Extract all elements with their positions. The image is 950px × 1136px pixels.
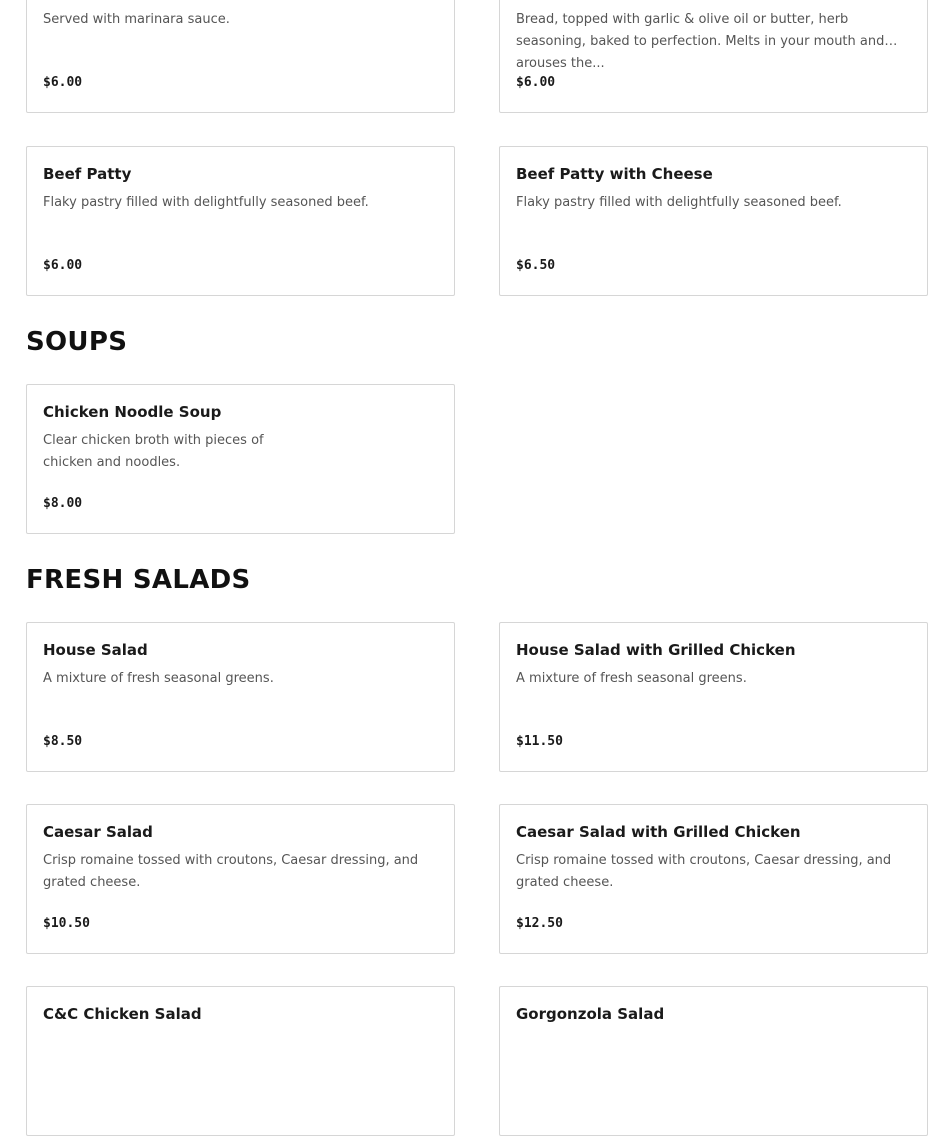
menu-item-name: Caesar Salad [43, 823, 153, 841]
menu-item-name: House Salad [43, 641, 148, 659]
menu-item-description: A mixture of fresh seasonal greens. [516, 671, 747, 686]
menu-item-name: C&C Chicken Salad [43, 1005, 202, 1023]
menu-item-price: $12.50 [516, 916, 563, 931]
menu-item-description: Crisp romaine tossed with croutons, Caesar dressing, and grated cheese. [43, 853, 419, 890]
menu-item-card[interactable] [499, 622, 928, 772]
menu-item-name: Chicken Noodle Soup [43, 403, 222, 421]
menu-item-name: Gorgonzola Salad [516, 1005, 665, 1023]
section-heading-salads: FRESH SALADS [26, 565, 251, 595]
menu-item-price: $11.50 [516, 734, 563, 749]
menu-item-description: Bread, topped with garlic & olive oil or butter, herb seasoning, baked to perfection. Melts in your mouth and arouses the... [516, 12, 885, 71]
menu-item-description: Flaky pastry filled with delightfully seasoned beef. [43, 195, 369, 210]
menu-item-card[interactable] [26, 622, 455, 772]
menu-item-price: $10.50 [43, 916, 90, 931]
menu-item-price: $6.00 [43, 75, 83, 90]
menu-item-description: Clear chicken broth with pieces of chicken and noodles. [43, 433, 264, 470]
menu-item-card[interactable] [26, 0, 455, 113]
menu-item-card[interactable] [499, 0, 928, 113]
menu-item-description: Flaky pastry filled with delightfully seasoned beef. [516, 195, 842, 210]
menu-item-price: $6.00 [516, 75, 556, 90]
menu-item-name: House Salad with Grilled Chicken [516, 641, 796, 659]
menu-item-price: $8.50 [43, 734, 83, 749]
menu-item-description: Served with marinara sauce. [43, 12, 230, 27]
menu-item-name: Beef Patty [43, 165, 132, 183]
menu-item-card[interactable] [26, 384, 455, 534]
menu-item-price: $8.00 [43, 496, 83, 511]
menu-item-card[interactable] [499, 804, 928, 954]
menu-item-name: Caesar Salad with Grilled Chicken [516, 823, 801, 841]
menu-item-price: $6.50 [516, 258, 556, 273]
menu-item-card[interactable] [26, 986, 455, 1136]
section-heading-soups: SOUPS [26, 327, 128, 357]
menu-item-description: Crisp romaine tossed with croutons, Caesar dressing, and grated cheese. [516, 853, 892, 890]
menu-item-description: A mixture of fresh seasonal greens. [43, 671, 274, 686]
menu-item-card[interactable] [26, 804, 455, 954]
menu-item-name: Beef Patty with Cheese [516, 165, 713, 183]
menu-item-card[interactable] [26, 146, 455, 296]
menu-item-card[interactable] [499, 986, 928, 1136]
menu-item-card[interactable] [499, 146, 928, 296]
menu-item-price: $6.00 [43, 258, 83, 273]
